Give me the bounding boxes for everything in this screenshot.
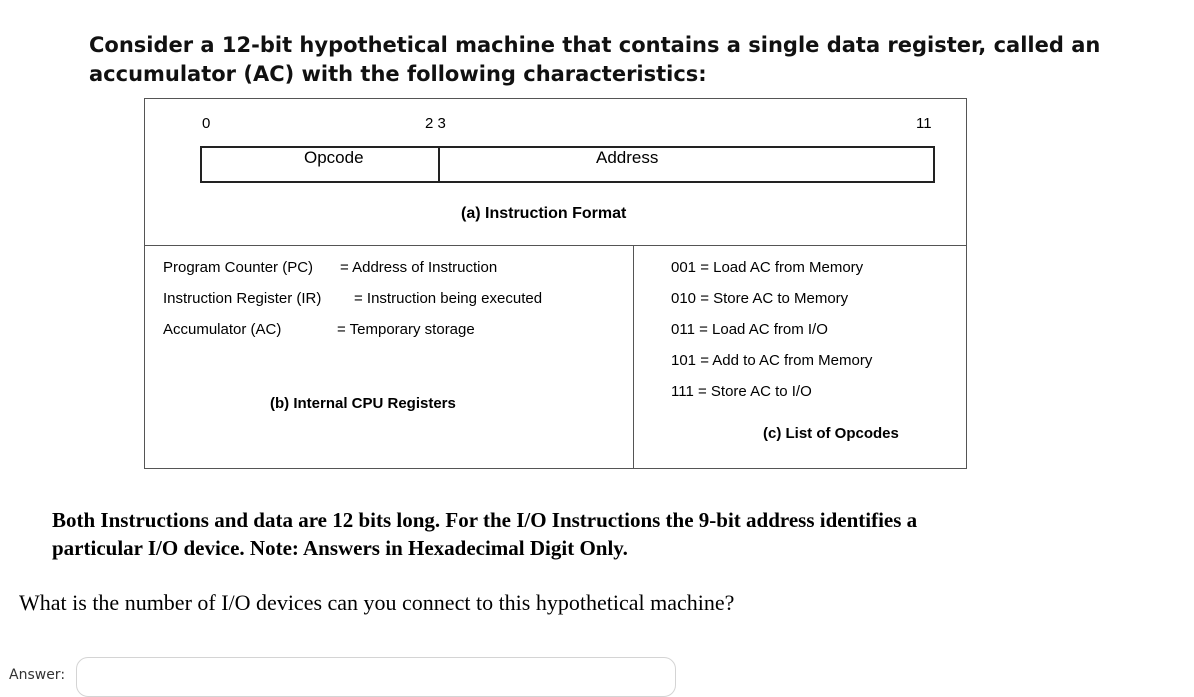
opcode-item: 001 = Load AC from Memory [671, 259, 864, 276]
bit-end-label: 11 [916, 115, 932, 132]
heading-line-2: accumulator (AC) with the following characteristics: [89, 62, 707, 86]
question-text: What is the number of I/O devices can you connect to this hypothetical machine? [19, 590, 735, 615]
instruction-format-box [200, 146, 935, 183]
instruction-format-caption: (a) Instruction Format [461, 205, 627, 222]
answer-label: Answer: [9, 667, 66, 683]
opcode-item: 101 = Add to AC from Memory [671, 352, 873, 369]
cpu-registers-caption: (b) Internal CPU Registers [270, 395, 456, 412]
problem-statement [52, 506, 1152, 562]
opcode-field-label: Opcode [304, 148, 364, 167]
instruction-format-panel [145, 99, 966, 246]
cpu-registers-panel [145, 245, 634, 468]
opcode-address-divider [438, 148, 440, 181]
opcode-item: 011 = Load AC from I/O [671, 321, 828, 338]
opcodes-caption: (c) List of Opcodes [763, 425, 899, 442]
opcode-item: 111 = Store AC to I/O [671, 383, 812, 400]
register-value: = Address of Instruction [340, 259, 498, 276]
register-name: Program Counter (PC) [163, 259, 314, 276]
register-value: = Temporary storage [337, 321, 475, 338]
register-name: Accumulator (AC) [163, 321, 282, 338]
address-field-label: Address [596, 148, 659, 167]
opcode-item: 010 = Store AC to Memory [671, 290, 849, 307]
question-heading [89, 31, 1169, 89]
register-name: Instruction Register (IR) [163, 290, 322, 307]
heading-line-1: Consider a 12-bit hypothetical machine that contains a single data register, called an [89, 33, 1101, 57]
opcodes-panel [634, 245, 966, 468]
bit-start-label: 0 [202, 115, 211, 132]
register-value: = Instruction being executed [354, 290, 543, 307]
statement-line-2: particular I/O device. Note: Answers in Hexadecimal Digit Only. [52, 536, 628, 560]
statement-line-1: Both Instructions and data are 12 bits long. For the I/O Instructions the 9-bit address identifies a [52, 508, 918, 532]
bit-mid-label: 2 3 [425, 115, 446, 132]
answer-input[interactable] [76, 657, 676, 697]
machine-figure [144, 98, 967, 469]
